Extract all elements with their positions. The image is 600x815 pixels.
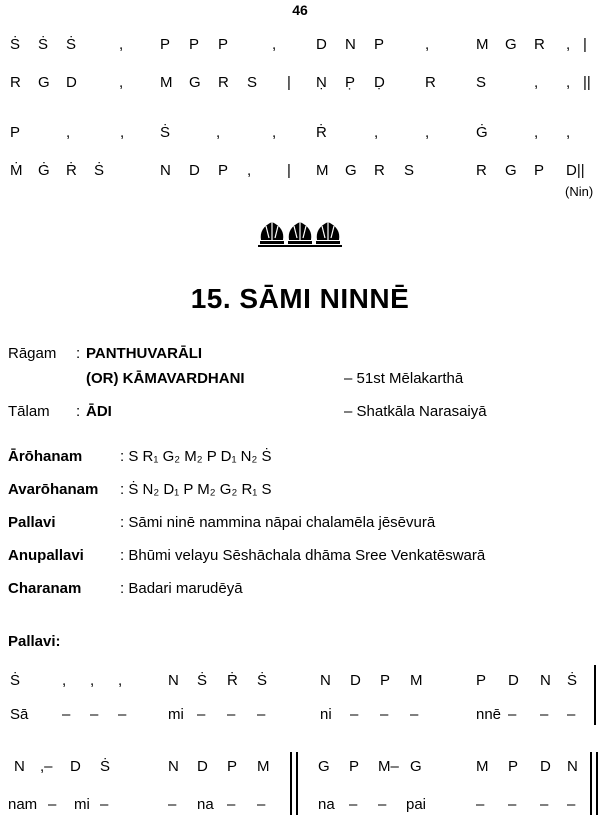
bar-line	[290, 752, 292, 815]
pallavi-swara: N	[14, 758, 25, 775]
pallavi-swara: M	[410, 672, 423, 689]
swara-note: R	[534, 36, 545, 53]
bar-line	[594, 665, 596, 725]
swara-note: Ṡ	[10, 36, 21, 53]
swara-note: ,	[66, 124, 71, 141]
swara-note: R	[374, 162, 385, 179]
swara-note: G	[38, 74, 50, 91]
swara-note: Ṁ	[10, 162, 23, 179]
pallavi-sahitya: ni	[320, 706, 332, 723]
song-title: 15. SĀMI NINNĒ	[190, 283, 410, 314]
ragam-value: PANTHUVARĀLI	[86, 345, 203, 362]
swara-note: P	[160, 36, 171, 53]
talam-colon: :	[76, 403, 81, 420]
pallavi-swara: Ṙ	[227, 672, 238, 689]
swara-note: G	[189, 74, 201, 91]
pallavi-sahitya: –	[168, 796, 177, 813]
floral-ornament-icon	[258, 218, 342, 253]
swara-note: Ġ	[38, 162, 50, 179]
pallavi-value: : Sāmi ninē nammina nāpai chalamēla jēsēvurā	[120, 514, 436, 531]
swara-note: ,	[216, 124, 221, 141]
pallavi-swara: Ṡ	[197, 672, 208, 689]
swara-note: ,	[534, 124, 539, 141]
swara-note: N	[345, 36, 356, 53]
pallavi-swara: N	[168, 672, 179, 689]
pallavi-swara: D	[197, 758, 208, 775]
pallavi-sahitya: –	[378, 796, 387, 813]
pallavi-swara: G	[318, 758, 330, 775]
pallavi-sahitya: –	[540, 706, 549, 723]
swara-note: ,	[120, 124, 125, 141]
pallavi-swara: G	[410, 758, 422, 775]
pallavi-swara: ,	[62, 672, 67, 689]
pallavi-heading: Pallavi:	[8, 633, 61, 650]
swara-note: ,	[374, 124, 379, 141]
pallavi-sahitya: –	[508, 796, 517, 813]
avarohanam-swaras: Ṡ N₂ D₁ P M₂ G₂ R₁ S	[128, 481, 272, 498]
swara-note: Ṡ	[94, 162, 105, 179]
arohanam-label: Ārōhanam	[8, 448, 83, 465]
swara-note: ,	[566, 124, 571, 141]
pallavi-swara: D	[350, 672, 361, 689]
anupallavi-value: : Bhūmi velayu Sēshāchala dhāma Sree Venkatēswarā	[120, 547, 486, 564]
swara-note: D	[316, 36, 327, 53]
ragam-label: Rāgam	[8, 345, 57, 362]
pallavi-sahitya: –	[567, 706, 576, 723]
pallavi-sahitya: –	[349, 796, 358, 813]
pallavi-swara: N	[168, 758, 179, 775]
pallavi-sahitya: mi	[74, 796, 90, 813]
charanam-label: Charanam	[8, 580, 82, 597]
pallavi-swara: M–	[378, 758, 399, 775]
swara-note: Ṇ	[316, 74, 327, 91]
pallavi-text: Sāmi ninē nammina nāpai chalamēla jēsēvurā	[128, 514, 436, 531]
pallavi-swara: ,	[90, 672, 95, 689]
swara-note: P̣	[345, 74, 356, 91]
page-number: 46	[292, 2, 308, 18]
pallavi-swara: D	[540, 758, 551, 775]
pallavi-swara: M	[257, 758, 270, 775]
swara-note: N	[160, 162, 171, 179]
pallavi-sahitya: –	[257, 796, 266, 813]
pallavi-sahitya: pai	[406, 796, 427, 813]
pallavi-sahitya: –	[100, 796, 109, 813]
swara-note: |	[287, 74, 291, 91]
avarohanam-value: : Ṡ N₂ D₁ P M₂ G₂ R₁ S	[120, 481, 272, 498]
pallavi-label: Pallavi	[8, 514, 56, 531]
swara-note: S	[247, 74, 258, 91]
pallavi-sahitya: nnē	[476, 706, 502, 723]
pallavi-swara: ,–	[40, 758, 53, 775]
pallavi-sahitya: na	[318, 796, 335, 813]
swara-note: S	[404, 162, 415, 179]
pallavi-sahitya: –	[410, 706, 419, 723]
swara-note: ,	[566, 74, 571, 91]
pallavi-swara: Ṡ	[257, 672, 268, 689]
pallavi-swara: N	[540, 672, 551, 689]
bar-line	[296, 752, 298, 815]
swara-note: D	[66, 74, 77, 91]
swara-note: G	[505, 162, 517, 179]
swara-note: G	[345, 162, 357, 179]
pallavi-sahitya: –	[567, 796, 576, 813]
swara-note: Ṡ	[38, 36, 49, 53]
charanam-value: : Badari marudēyā	[120, 580, 243, 597]
swara-note: P	[534, 162, 545, 179]
pallavi-swara: P	[508, 758, 519, 775]
ragam-colon: :	[76, 345, 81, 362]
pallavi-swara: D	[70, 758, 81, 775]
swara-note: ,	[425, 36, 430, 53]
pallavi-sahitya: nam	[8, 796, 38, 813]
pallavi-swara: N	[567, 758, 578, 775]
talam-note: – Shatkāla Narasaiyā	[344, 403, 487, 420]
swara-note: ,	[119, 74, 124, 91]
nin-label: (Nin)	[565, 184, 594, 199]
swara-note: D||	[566, 162, 585, 179]
pallavi-sahitya: –	[197, 706, 206, 723]
anupallavi-text: Bhūmi velayu Sēshāchala dhāma Sree Venkatēswarā	[128, 547, 486, 564]
pallavi-sahitya: –	[380, 706, 389, 723]
swara-note: ,	[534, 74, 539, 91]
swara-note: |	[583, 36, 587, 53]
swara-note: P	[10, 124, 21, 141]
swara-note: ,	[272, 36, 277, 53]
swara-note: Ṙ	[66, 162, 77, 179]
swara-note: P	[218, 36, 229, 53]
pallavi-sahitya: –	[118, 706, 127, 723]
charanam-text: Badari marudēyā	[128, 580, 243, 597]
swara-note: Ṙ	[316, 124, 327, 141]
swara-note: ,	[119, 36, 124, 53]
pallavi-swara: Ṡ	[567, 672, 578, 689]
pallavi-swara: P	[476, 672, 487, 689]
arohanam-swaras: S R₁ G₂ M₂ P D₁ N₂ Ṡ	[128, 448, 272, 465]
swara-note: Ḍ	[374, 74, 385, 91]
swara-note: R	[425, 74, 436, 91]
swara-note: M	[160, 74, 173, 91]
swara-note: Ṡ	[160, 124, 171, 141]
pallavi-sahitya: –	[227, 706, 236, 723]
pallavi-sahitya: –	[350, 706, 359, 723]
pallavi-swara: D	[508, 672, 519, 689]
pallavi-swara: M	[476, 758, 489, 775]
swara-note: S	[476, 74, 487, 91]
swara-note: ,	[566, 36, 571, 53]
swara-note: ,	[272, 124, 277, 141]
swara-note: Ṡ	[66, 36, 77, 53]
talam-label: Tālam	[8, 403, 50, 420]
pallavi-sahitya: –	[476, 796, 485, 813]
swara-note: M	[476, 36, 489, 53]
pallavi-swara: P	[380, 672, 391, 689]
pallavi-sahitya: Sā	[10, 706, 29, 723]
pallavi-sahitya: –	[540, 796, 549, 813]
pallavi-sahitya: na	[197, 796, 214, 813]
swara-note: ,	[247, 162, 252, 179]
swara-note: Ġ	[476, 124, 488, 141]
swara-note: P	[189, 36, 200, 53]
pallavi-sahitya: –	[90, 706, 99, 723]
ragam-note: – 51st Mēlakarthā	[344, 370, 464, 387]
ragam-alt-value: (OR) KĀMAVARDHANI	[86, 370, 245, 387]
bar-line	[596, 752, 598, 815]
pallavi-sahitya: –	[62, 706, 71, 723]
pallavi-swara: ,	[118, 672, 123, 689]
anupallavi-label: Anupallavi	[8, 547, 84, 564]
swara-note: R	[218, 74, 229, 91]
pallavi-sahitya: –	[257, 706, 266, 723]
pallavi-swara: Ṡ	[100, 758, 111, 775]
swara-note: M	[316, 162, 329, 179]
swara-note: R	[10, 74, 21, 91]
swara-note: D	[189, 162, 200, 179]
talam-value: ĀDI	[86, 403, 112, 420]
bar-line	[590, 752, 592, 815]
pallavi-sahitya: –	[48, 796, 57, 813]
swara-note: R	[476, 162, 487, 179]
swara-note: |	[287, 162, 291, 179]
pallavi-swara: Ṡ	[10, 672, 21, 689]
pallavi-sahitya: –	[508, 706, 517, 723]
pallavi-sahitya: –	[227, 796, 236, 813]
avarohanam-label: Avarōhanam	[8, 481, 99, 498]
pallavi-swara: N	[320, 672, 331, 689]
pallavi-swara: P	[349, 758, 360, 775]
pallavi-sahitya: mi	[168, 706, 184, 723]
swara-note: ,	[425, 124, 430, 141]
swara-note: P	[218, 162, 229, 179]
swara-note: ||	[583, 74, 591, 91]
swara-note: P	[374, 36, 385, 53]
swara-note: G	[505, 36, 517, 53]
pallavi-swara: P	[227, 758, 238, 775]
arohanam-value: : S R₁ G₂ M₂ P D₁ N₂ Ṡ	[120, 448, 272, 465]
